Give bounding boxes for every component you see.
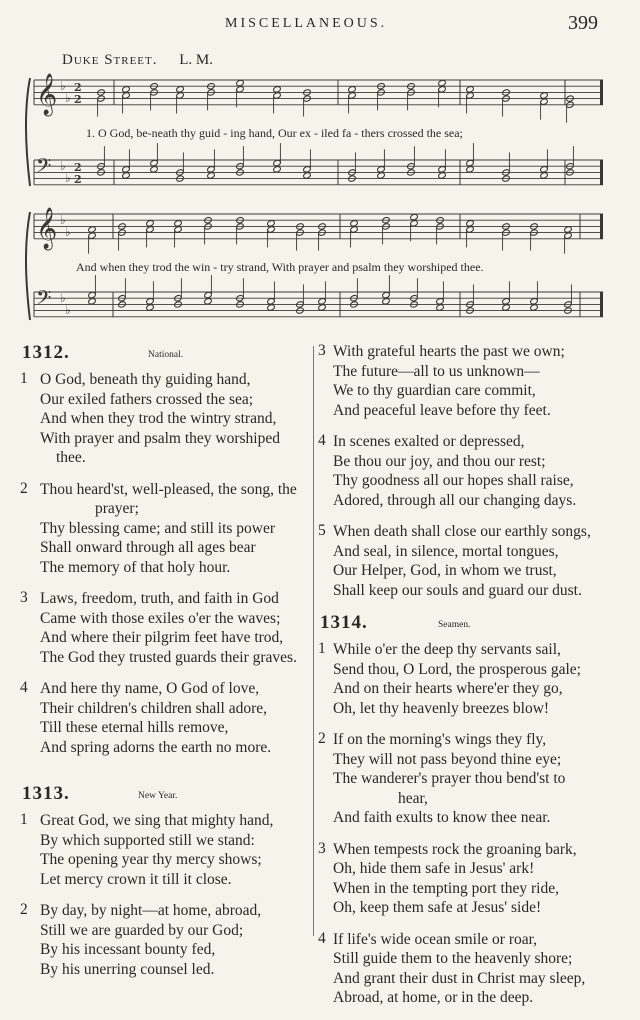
note-head (540, 92, 549, 99)
note-head (88, 226, 97, 233)
verse-line: Still we are guarded by our God; (40, 921, 244, 939)
verse-line: If on the morning's wings they fly, (333, 731, 547, 748)
verse-line: Our Helper, God, in whom we trust, (333, 562, 557, 579)
hymn-1314 (318, 612, 618, 1008)
note-head (174, 220, 183, 227)
hymn-number: 1312. (22, 342, 70, 363)
note-head (267, 220, 276, 227)
key-signature-flat-icon: ♭ (65, 171, 71, 185)
note-head (273, 166, 282, 173)
verse-line: Thy blessing came; and still its power (40, 519, 276, 537)
note-head (318, 304, 327, 311)
page-number: 399 (568, 12, 598, 34)
stanza (318, 522, 618, 600)
final-bar-line (600, 160, 603, 185)
note-head (146, 220, 155, 227)
verse-line: When tempests rock the groaning bark, (333, 840, 577, 858)
verse-line: Be thou our joy, and thou our rest; (333, 452, 546, 470)
final-bar-line (600, 214, 603, 239)
note-head (438, 79, 447, 86)
verse-line: And on their hearts where'er they go, (333, 680, 563, 697)
key-signature-flat-icon: ♭ (60, 79, 66, 93)
verse-line: Still guide them to the heavenly shore; (333, 950, 573, 967)
treble-clef-icon: 𝄞 (36, 74, 58, 115)
note-head (410, 213, 419, 220)
verse-line: thee. (56, 449, 86, 466)
tune-name: Duke Street. (62, 52, 158, 68)
note-head (436, 304, 445, 311)
time-signature-icon: 2 (74, 173, 82, 186)
verse-line: Shall keep our souls and guard our dust. (333, 581, 582, 599)
verse-line: When in the tempting port they ride, (333, 879, 559, 897)
key-signature-flat-icon: ♭ (60, 159, 66, 173)
verse-line: By day, by night—at home, abroad, (40, 902, 262, 919)
hymn-number: 1314. (320, 612, 368, 633)
verse-line: Thy goodness all our hopes shall raise, (333, 472, 574, 489)
note-head (267, 304, 276, 311)
stanza (20, 370, 310, 468)
stanza-number: 2 (318, 730, 326, 747)
verse-line: We to thy guardian care commit, (333, 382, 536, 399)
note-head (502, 304, 511, 311)
lyrics-line-2: And when they trod the win - try strand, With prayer and psalm they worshiped thee. (76, 260, 484, 274)
verse-line: When death shall close our earthly songs, (333, 523, 591, 540)
verse-line: prayer; (95, 500, 139, 517)
stanza (318, 840, 618, 918)
verse-line: Laws, freedom, truth, and faith in God (40, 590, 279, 607)
note-head (176, 86, 185, 93)
verse-line: Oh, hide them safe in Jesus' ark! (333, 860, 535, 877)
stanza-number: 3 (318, 839, 326, 857)
hymn-occasion: Seamen. (438, 620, 471, 630)
note-head (540, 172, 549, 179)
note-head (350, 220, 359, 227)
stanza-number: 4 (318, 432, 326, 449)
note-head (466, 220, 475, 227)
stanza-number: 2 (20, 901, 28, 918)
stanza-number: 5 (318, 522, 326, 539)
music-score (0, 0, 640, 340)
key-signature-flat-icon: ♭ (65, 225, 71, 239)
verse-line: O God, beneath thy guiding hand, (40, 371, 251, 388)
verse-line: And grant their dust in Christ may sleep, (333, 969, 586, 987)
stanza-number: 1 (318, 640, 326, 657)
note-head (122, 86, 131, 93)
verse-line: Shall onward through all ages bear (40, 539, 256, 556)
time-signature-icon: 2 (74, 161, 82, 174)
verse-line: With prayer and psalm they worshiped (40, 429, 280, 447)
note-head (466, 166, 475, 173)
stanza (318, 730, 618, 828)
verse-line: And spring adorns the earth no more. (40, 738, 272, 756)
left-column (20, 342, 310, 991)
stanza (318, 930, 618, 1008)
treble-clef-icon: 𝄞 (36, 208, 58, 249)
stanza (318, 432, 618, 510)
stanza (20, 679, 310, 757)
hymn-1312 (20, 342, 310, 757)
verse-line: They will not pass beyond thine eye; (333, 750, 562, 768)
verse-line: Till these eternal hills remove, (40, 719, 229, 736)
verse-line: By his incessant bounty fed, (40, 941, 216, 958)
stanza (318, 342, 618, 420)
verse-line: With grateful hearts the past we own; (333, 343, 565, 360)
note-head (273, 86, 282, 93)
verse-line: Thou heard'st, well-pleased, the song, the (40, 480, 297, 498)
verse-line: Their children's children shall adore, (40, 699, 268, 717)
note-head (382, 298, 391, 305)
tune-meter: L. M. (179, 52, 213, 68)
hymn-occasion: National. (148, 350, 184, 360)
verse-line: And seal, in silence, mortal tongues, (333, 542, 559, 560)
note-head (150, 166, 159, 173)
verse-line: The wanderer's prayer thou bend'st to (333, 770, 566, 787)
verse-line: Great God, we sing that mighty hand, (40, 812, 274, 829)
column-divider (313, 346, 314, 936)
stanza-number: 3 (318, 342, 326, 359)
final-bar-line (600, 80, 603, 105)
verse-line: Our exiled fathers crossed the sea; (40, 390, 254, 408)
note-head (303, 172, 312, 179)
stanza (318, 640, 618, 718)
note-head (530, 304, 539, 311)
verse-line: And where their pilgrim feet have trod, (40, 629, 284, 646)
verse-line: If life's wide ocean smile or roar, (333, 930, 538, 948)
system-brace (26, 78, 30, 186)
verse-line: In scenes exalted or depressed, (333, 433, 525, 450)
right-column (318, 342, 618, 1020)
lyrics-line-1: 1. O God, be-neath thy guid - ing hand, Our ex - iled fa - thers crossed the sea; (86, 126, 463, 140)
key-signature-flat-icon: ♭ (60, 291, 66, 305)
stanza-number: 2 (20, 479, 28, 497)
page-section-title: MISCELLANEOUS. (225, 16, 388, 31)
note-head (204, 298, 213, 305)
bass-clef-icon: 𝄢 (36, 154, 52, 182)
verse-line: And when they trod the wintry strand, (40, 410, 277, 427)
verse-line: Oh, let thy heavenly breezes blow! (333, 699, 550, 717)
note-head (88, 298, 97, 305)
note-head (348, 86, 357, 93)
key-signature-flat-icon: ♭ (60, 213, 66, 227)
verse-line: By which supported still we stand: (40, 831, 255, 849)
verse-line: The opening year thy mercy shows; (40, 851, 262, 868)
stanza-number: 4 (318, 929, 326, 947)
hymn-1313 (20, 783, 310, 979)
verse-line: Send thou, O Lord, the prosperous gale; (333, 660, 581, 678)
verse-line: By his unerring counsel led. (40, 960, 215, 978)
stanza-number: 1 (20, 370, 28, 387)
note-head (377, 172, 386, 179)
stanza-number: 3 (20, 589, 28, 606)
stanza (20, 811, 310, 889)
hymn-1313-continued (318, 342, 618, 600)
time-signature-icon: 2 (74, 81, 82, 94)
hymn-occasion: New Year. (138, 791, 178, 801)
hymn-header (318, 612, 618, 640)
verse-line: Adored, through all our changing days. (333, 491, 577, 509)
stanza (20, 901, 310, 979)
time-signature-icon: 2 (74, 93, 82, 106)
note-head (207, 172, 216, 179)
note-head (438, 172, 447, 179)
note-head (146, 304, 155, 311)
verse-line: And faith exults to know thee near. (333, 809, 551, 826)
verse-line: The God they trusted guards their graves. (40, 648, 297, 666)
verse-line: While o'er the deep thy servants sail, (333, 641, 561, 658)
verse-line: The memory of that holy hour. (40, 558, 231, 576)
verse-line: The future—all to us unknown— (333, 362, 540, 380)
hymn-header (20, 342, 310, 370)
key-signature-flat-icon: ♭ (65, 303, 71, 317)
verse-line: And here thy name, O God of love, (40, 680, 260, 697)
stanza-number: 4 (20, 679, 28, 696)
note-head (236, 79, 245, 86)
key-signature-flat-icon: ♭ (65, 91, 71, 105)
verse-line: hear, (398, 789, 428, 807)
stanza (20, 589, 310, 667)
verse-line: Oh, keep them safe at Jesus' side! (333, 899, 542, 916)
stanza (20, 480, 310, 578)
verse-line: Came with those exiles o'er the waves; (40, 609, 281, 627)
hymn-header (20, 783, 310, 811)
bass-clef-icon: 𝄢 (36, 286, 52, 314)
verse-line: Abroad, at home, or in the deep. (333, 989, 534, 1006)
note-head (564, 226, 573, 233)
final-bar-line (600, 292, 603, 317)
verse-line: And peaceful leave before thy feet. (333, 401, 551, 419)
note-head (122, 172, 131, 179)
stanza-number: 1 (20, 811, 28, 828)
hymn-number: 1313. (22, 783, 70, 804)
system-brace (26, 212, 30, 320)
verse-line: Let mercy crown it till it close. (40, 870, 232, 888)
note-head (466, 86, 475, 93)
